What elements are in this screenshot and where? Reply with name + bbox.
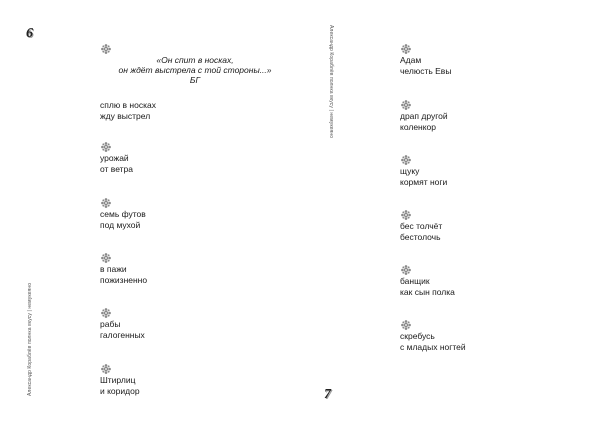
running-head: Александр Кораблёв полнка вкусу | немукеяно: [328, 25, 334, 139]
poem-line: от ветра: [100, 164, 134, 174]
gear-flower-ornament-icon: [401, 155, 411, 165]
gear-flower-ornament-icon: [101, 364, 111, 374]
poem-text: [400, 221, 590, 243]
poem-line: щуку: [400, 166, 420, 176]
poem: [100, 198, 290, 231]
poem-line: жду выстрел: [100, 111, 151, 121]
poem-line: банщик: [400, 276, 430, 286]
poem-line: сплю в носках: [100, 100, 156, 110]
epigraph-line: он ждёт выстрела с той стороны...»: [118, 65, 272, 75]
poem-line: коленкор: [400, 122, 437, 132]
poem: [100, 142, 290, 175]
poem-text: [100, 209, 290, 231]
poem: [400, 320, 590, 353]
poem-line: челюсть Евы: [400, 66, 452, 76]
poem-text: [100, 319, 290, 341]
gear-flower-ornament-icon: [401, 100, 411, 110]
poem-line: Штирлиц: [100, 375, 136, 385]
poem: [100, 99, 290, 122]
poem: [100, 364, 290, 397]
running-head: Александр Кораблёв полнка вкусу | немукеяно: [27, 282, 33, 396]
poem: [400, 44, 590, 77]
epigraph-text: [100, 55, 290, 85]
poem-text: [100, 264, 290, 286]
poem: [100, 253, 290, 286]
poem-line: бестолочь: [400, 232, 441, 242]
poem-line: семь футов: [100, 209, 146, 219]
poem-line: драп другой: [400, 111, 448, 121]
epigraph: [100, 44, 290, 85]
poem-line: с младых ногтей: [400, 342, 466, 352]
poem-text: [400, 55, 590, 77]
poem-text: [400, 166, 590, 188]
poem-line: бес толчёт: [400, 221, 443, 231]
poem-line: и коридор: [100, 386, 140, 396]
epigraph-attribution: БГ: [189, 75, 201, 85]
gear-flower-ornament-icon: [401, 210, 411, 220]
poem-line: под мухой: [100, 220, 141, 230]
poem: [400, 265, 590, 298]
right-page: [300, 0, 600, 425]
gear-flower-ornament-icon: [101, 308, 111, 318]
gear-flower-ornament-icon: [401, 265, 411, 275]
poem-text: [400, 111, 590, 133]
gear-flower-ornament-icon: [101, 198, 111, 208]
epigraph-line: «Он спит в носках,: [156, 55, 234, 65]
poem: [100, 308, 290, 341]
poem-text: [400, 331, 590, 353]
poem: [400, 155, 590, 188]
poem-text: [100, 100, 290, 122]
poem: [400, 210, 590, 243]
poem-line: кормят ноги: [400, 177, 448, 187]
poem-line: рабы: [100, 319, 121, 329]
gear-flower-ornament-icon: [101, 253, 111, 263]
poem-line: Адам: [400, 55, 422, 65]
poem-text: [100, 375, 290, 397]
poem-line: как сын полка: [400, 287, 455, 297]
page-number: 7: [324, 387, 331, 402]
poem-line: скребусь: [400, 331, 435, 341]
poem-text: [400, 276, 590, 298]
poem-line: в пажи: [100, 264, 127, 274]
gear-flower-ornament-icon: [101, 142, 111, 152]
poem-text: [100, 153, 290, 175]
poem-line: урожай: [100, 153, 129, 163]
poem: [400, 100, 590, 133]
gear-flower-ornament-icon: [401, 320, 411, 330]
page-number: 6: [26, 26, 33, 41]
gear-flower-ornament-icon: [401, 44, 411, 54]
gear-flower-ornament-icon: [101, 44, 111, 54]
poem-line: пожизненно: [100, 275, 148, 285]
poem-line: галогенных: [100, 330, 145, 340]
